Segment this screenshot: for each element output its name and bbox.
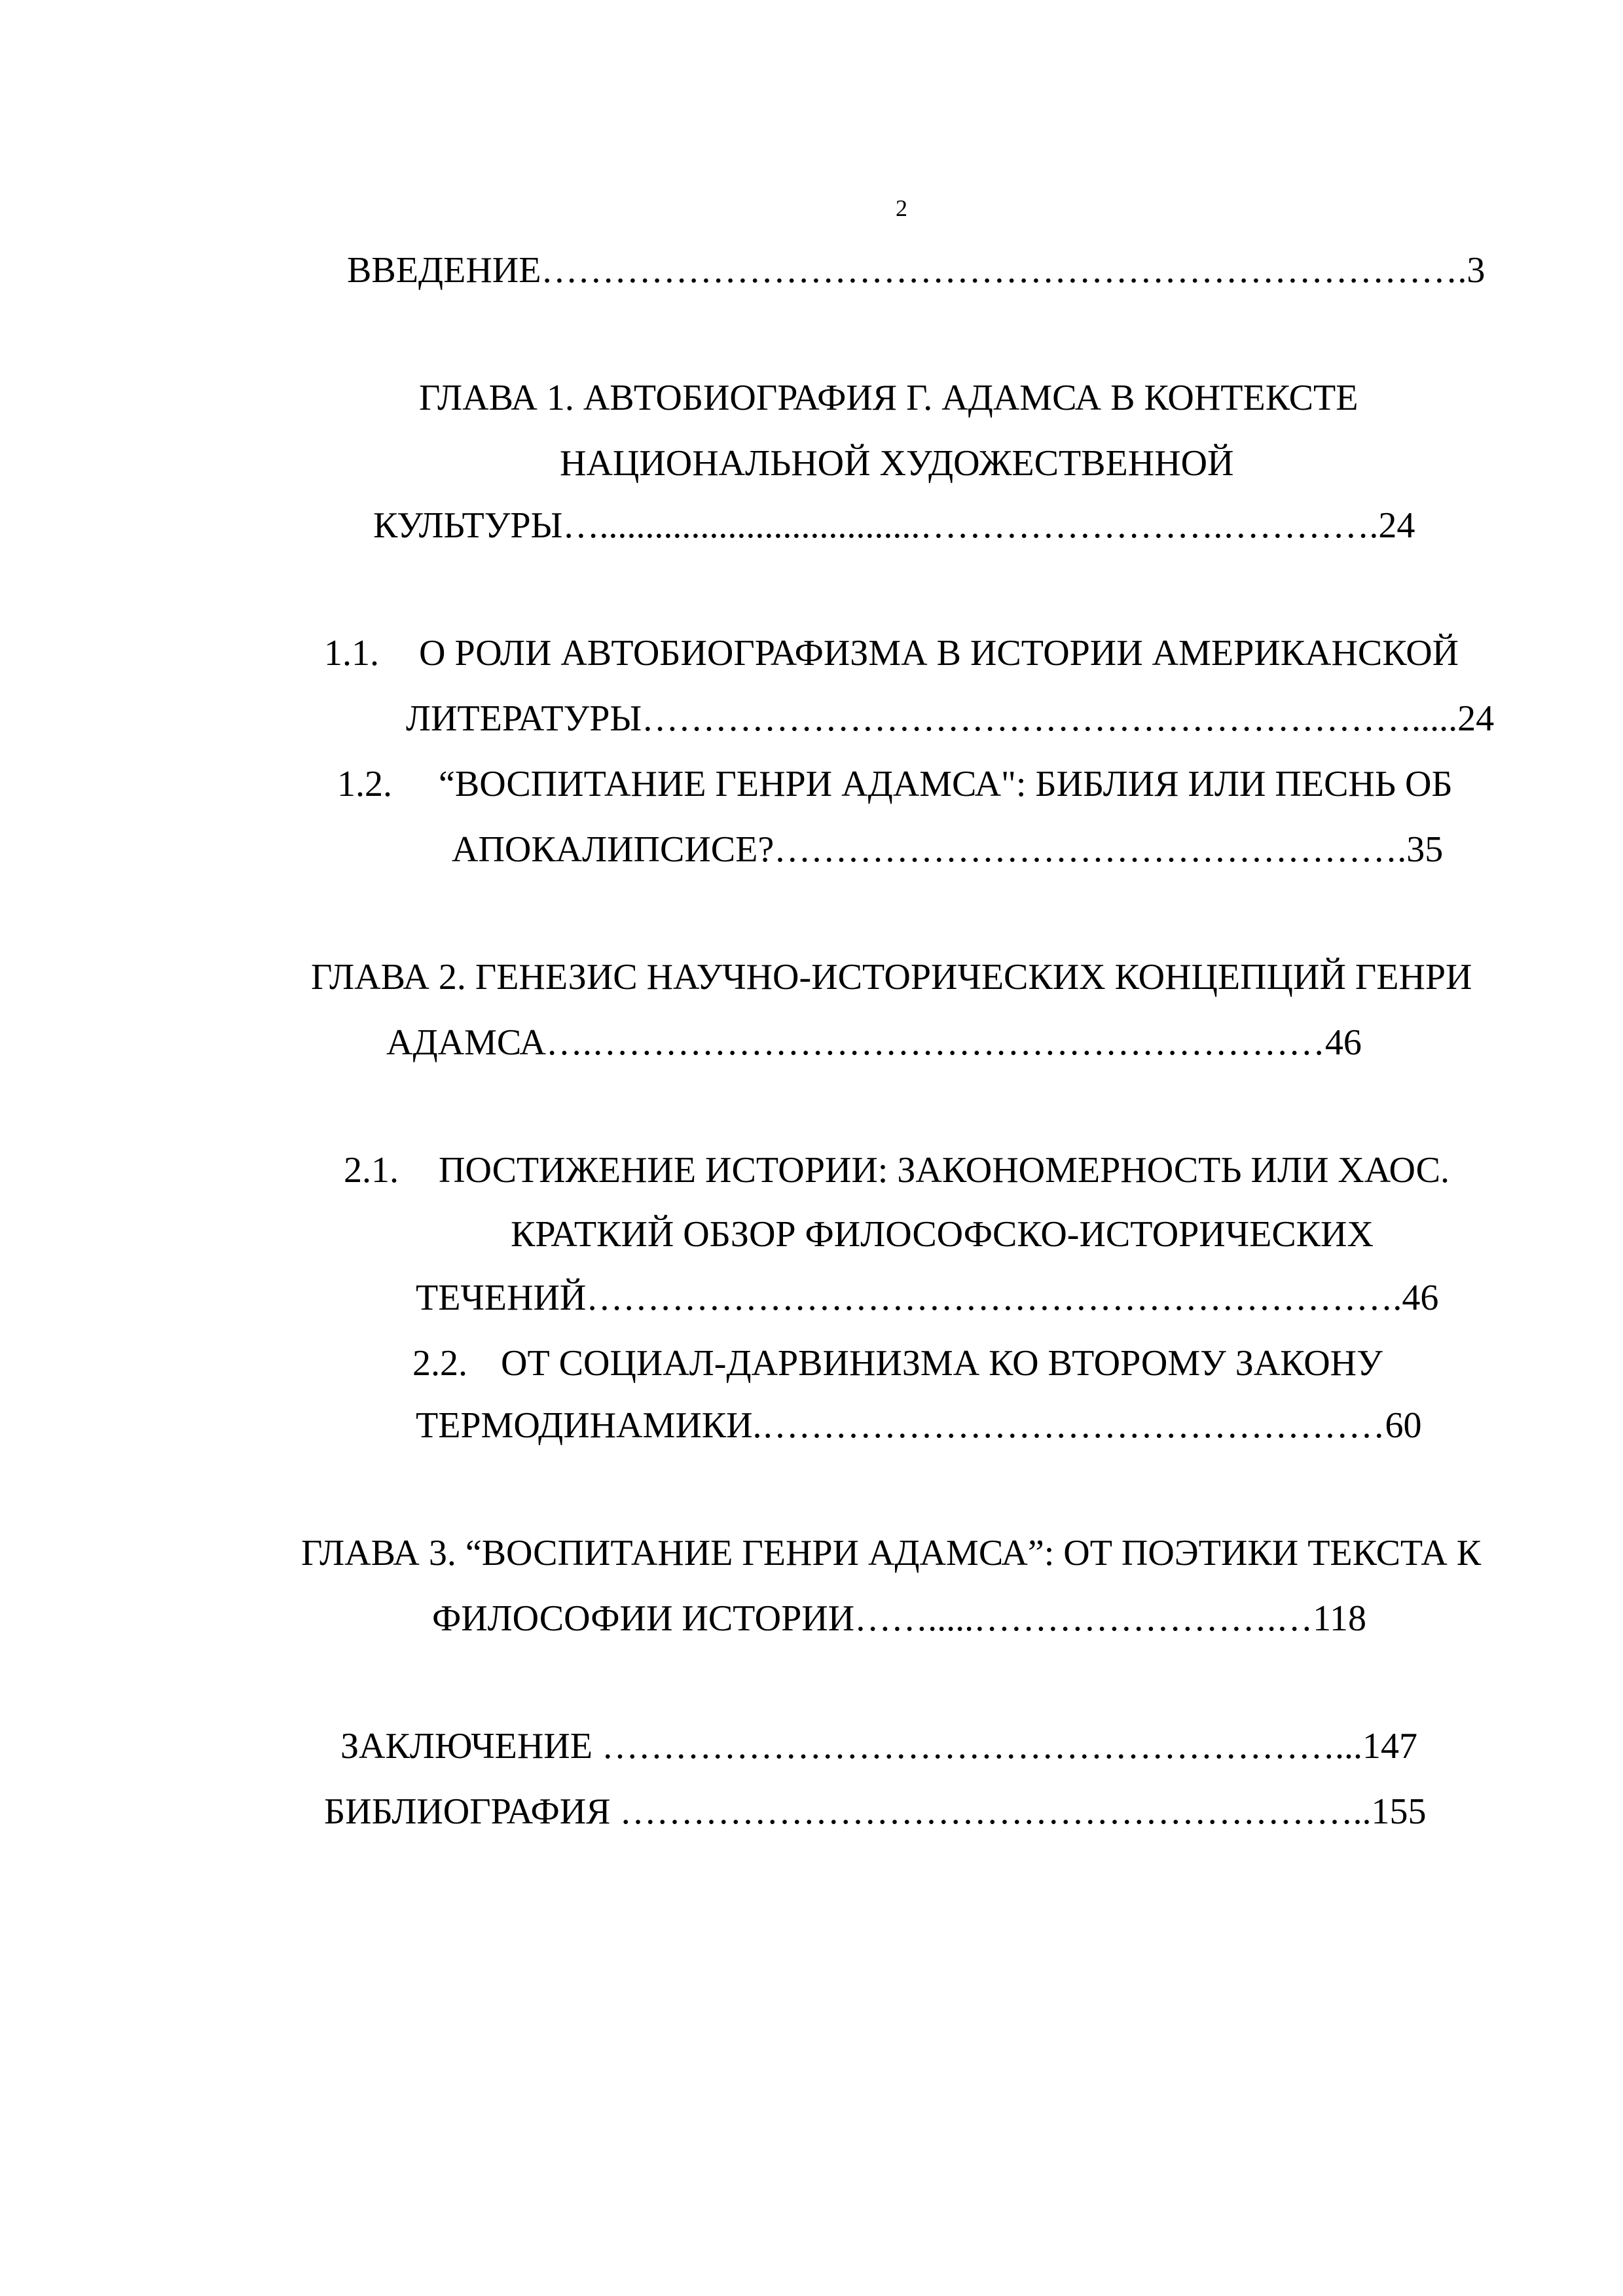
toc-section-2-2-line2: ТЕРМОДИНАМИКИ.……………………………………………60 <box>416 1405 1422 1446</box>
toc-chapter2-line1: ГЛАВА 2. ГЕНЕЗИС НАУЧНО-ИСТОРИЧЕСКИХ КОНЦЕПЦИЙ ГЕНРИ <box>311 957 1472 997</box>
toc-bibliography: БИБЛИОГРАФИЯ ……………………………………………………..155 <box>324 1791 1427 1832</box>
section-number: 2.1. <box>344 1150 399 1191</box>
section-title-line1: “ВОСПИТАНИЕ ГЕНРИ АДАМСА": БИБЛИЯ ИЛИ ПЕСНЬ ОБ <box>439 764 1453 804</box>
toc-chapter2-line2: АДАМСА….……………………………………………………46 <box>386 1022 1362 1063</box>
toc-chapter1-line2: НАЦИОНАЛЬНОЙ ХУДОЖЕСТВЕННОЙ <box>560 443 1234 484</box>
section-number: 2.2. <box>412 1343 467 1384</box>
section-number: 1.2. <box>337 764 392 804</box>
page-number: 2 <box>896 195 907 221</box>
section-title-line1: О РОЛИ АВТОБИОГРАФИЗМА В ИСТОРИИ АМЕРИКАНСКОЙ <box>419 633 1459 673</box>
toc-section-1-2-line2: АПОКАЛИПСИСЕ?…………………………………………….35 <box>452 829 1444 870</box>
section-title-line1: ОТ СОЦИАЛ-ДАРВИНИЗМА КО ВТОРОМУ ЗАКОНУ <box>501 1343 1383 1384</box>
toc-section-2-1-line2: КРАТКИЙ ОБЗОР ФИЛОСОФСКО-ИСТОРИЧЕСКИХ <box>511 1214 1374 1255</box>
section-number: 1.1. <box>324 633 379 673</box>
toc-section-1-2 <box>337 766 1453 802</box>
toc-chapter1-line3: КУЛЬТУРЫ…...................................…………………….………….24 <box>373 505 1415 546</box>
section-title-line1: ПОСТИЖЕНИЕ ИСТОРИИ: ЗАКОНОМЕРНОСТЬ ИЛИ ХАОС. <box>439 1150 1450 1191</box>
toc-conclusion: ЗАКЛЮЧЕНИЕ ……………………………………………………...147 <box>340 1726 1417 1767</box>
toc-section-2-1-line3: ТЕЧЕНИЙ………………………………………………………….46 <box>416 1278 1439 1318</box>
toc-section-2-1 <box>344 1152 1450 1189</box>
toc-chapter1-line1: ГЛАВА 1. АВТОБИОГРАФИЯ Г. АДАМСА В КОНТЕКСТЕ <box>419 378 1359 418</box>
toc-section-2-2 <box>412 1345 1383 1382</box>
toc-section-1-1 <box>324 635 1459 672</box>
toc-chapter3-line1: ГЛАВА 3. “ВОСПИТАНИЕ ГЕНРИ АДАМСА”: ОТ ПОЭТИКИ ТЕКСТА К <box>301 1533 1482 1573</box>
toc-section-1-1-line2: ЛИТЕРАТУРЫ……………………………………………………….....24 <box>406 698 1495 739</box>
toc-chapter3-line2: ФИЛОСОФИИ ИСТОРИИ…….....…………………….…118 <box>432 1598 1367 1639</box>
toc-introduction: ВВЕДЕНИЕ………………………………………………………………….3 <box>347 250 1486 291</box>
